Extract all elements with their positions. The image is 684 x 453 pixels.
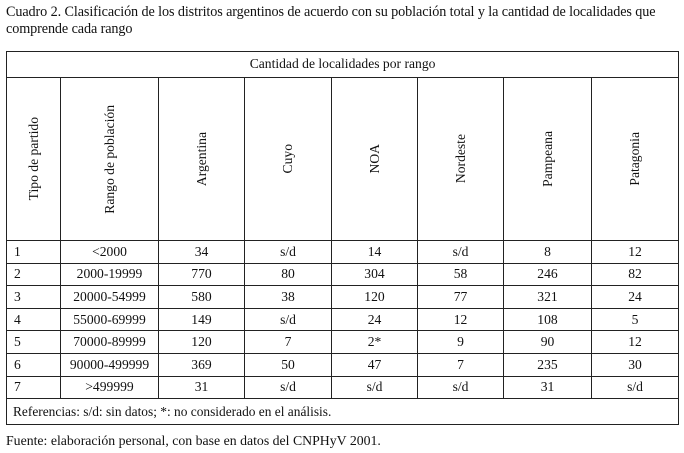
table-cell: 31 [159,376,245,399]
table-row [7,331,679,354]
table-row [7,354,679,377]
table-cell: 7 [7,376,61,399]
table-cell: 20000-54999 [61,286,159,309]
table-cell: 82 [592,263,679,286]
table-cell: 3 [7,286,61,309]
table-cell: s/d [332,376,418,399]
source-note: Fuente: elaboración personal, con base en datos del CNPHyV 2001. [6,433,381,448]
table-row [7,286,679,309]
table-cell: <2000 [61,241,159,264]
references-note: Referencias: s/d: sin datos; *: no considerado en el análisis. [7,399,679,425]
table-cell: 9 [418,331,504,354]
table-cell: 580 [159,286,245,309]
table-cell: 120 [159,331,245,354]
table-cell: 58 [418,263,504,286]
table-cell: 80 [245,263,332,286]
table-caption: Cuadro 2. Clasificación de los distritos argentinos de acuerdo con su población total y la cantidad de localidades que comprende cada rango [6,4,656,37]
table-cell: 90000-499999 [61,354,159,377]
column-header [61,77,159,240]
table-cell: 149 [159,308,245,331]
table-cell: 1 [7,241,61,264]
table-cell: 5 [7,331,61,354]
column-header [418,77,504,240]
table-cell: 108 [504,308,592,331]
table-cell: s/d [245,376,332,399]
table-cell: s/d [418,241,504,264]
table-cell: 31 [504,376,592,399]
table-cell: 24 [332,308,418,331]
group-header-row [7,52,679,78]
table-cell: 2* [332,331,418,354]
table-cell: 321 [504,286,592,309]
table-cell: 5 [592,308,679,331]
column-header-label: Argentina [193,131,209,186]
table-cell: 7 [245,331,332,354]
table-cell: 50 [245,354,332,377]
table-cell: 246 [504,263,592,286]
table-row [7,241,679,264]
column-header [245,77,332,240]
table-cell: 30 [592,354,679,377]
column-header-label: Tipo de partido [25,117,41,201]
table-row [7,263,679,286]
table-cell: 120 [332,286,418,309]
table-cell: 12 [592,241,679,264]
table-cell: s/d [418,376,504,399]
references-row [7,399,679,425]
table-cell: 12 [592,331,679,354]
table-cell: 14 [332,241,418,264]
column-header [504,77,592,240]
population-table [6,51,679,425]
column-header [7,77,61,240]
group-header: Cantidad de localidades por rango [7,52,679,78]
table-cell: 2 [7,263,61,286]
table-cell: 7 [418,354,504,377]
column-header-label: Patagonia [627,132,643,186]
column-header [159,77,245,240]
table-cell: 8 [504,241,592,264]
table-cell: 47 [332,354,418,377]
column-header-label: Rango de población [101,104,117,214]
table-cell: 12 [418,308,504,331]
table-cell: 90 [504,331,592,354]
table-cell: 235 [504,354,592,377]
column-header [332,77,418,240]
table-cell: s/d [592,376,679,399]
column-header-label: Nordeste [452,134,468,184]
column-header-row [7,77,679,240]
table-cell: 38 [245,286,332,309]
table-cell: 77 [418,286,504,309]
column-header-label: Pampeana [539,130,555,187]
table-row [7,376,679,399]
column-header [592,77,679,240]
table-cell: 55000-69999 [61,308,159,331]
table-cell: s/d [245,308,332,331]
table-cell: 369 [159,354,245,377]
column-header-label: NOA [366,144,382,174]
table-row [7,308,679,331]
table-cell: 2000-19999 [61,263,159,286]
table-cell: 70000-89999 [61,331,159,354]
table-cell: s/d [245,241,332,264]
column-header-label: Cuyo [280,144,295,174]
table-cell: 6 [7,354,61,377]
table-cell: 770 [159,263,245,286]
table-cell: 4 [7,308,61,331]
table-cell: 24 [592,286,679,309]
table-cell: 304 [332,263,418,286]
table-cell: >499999 [61,376,159,399]
table-cell: 34 [159,241,245,264]
